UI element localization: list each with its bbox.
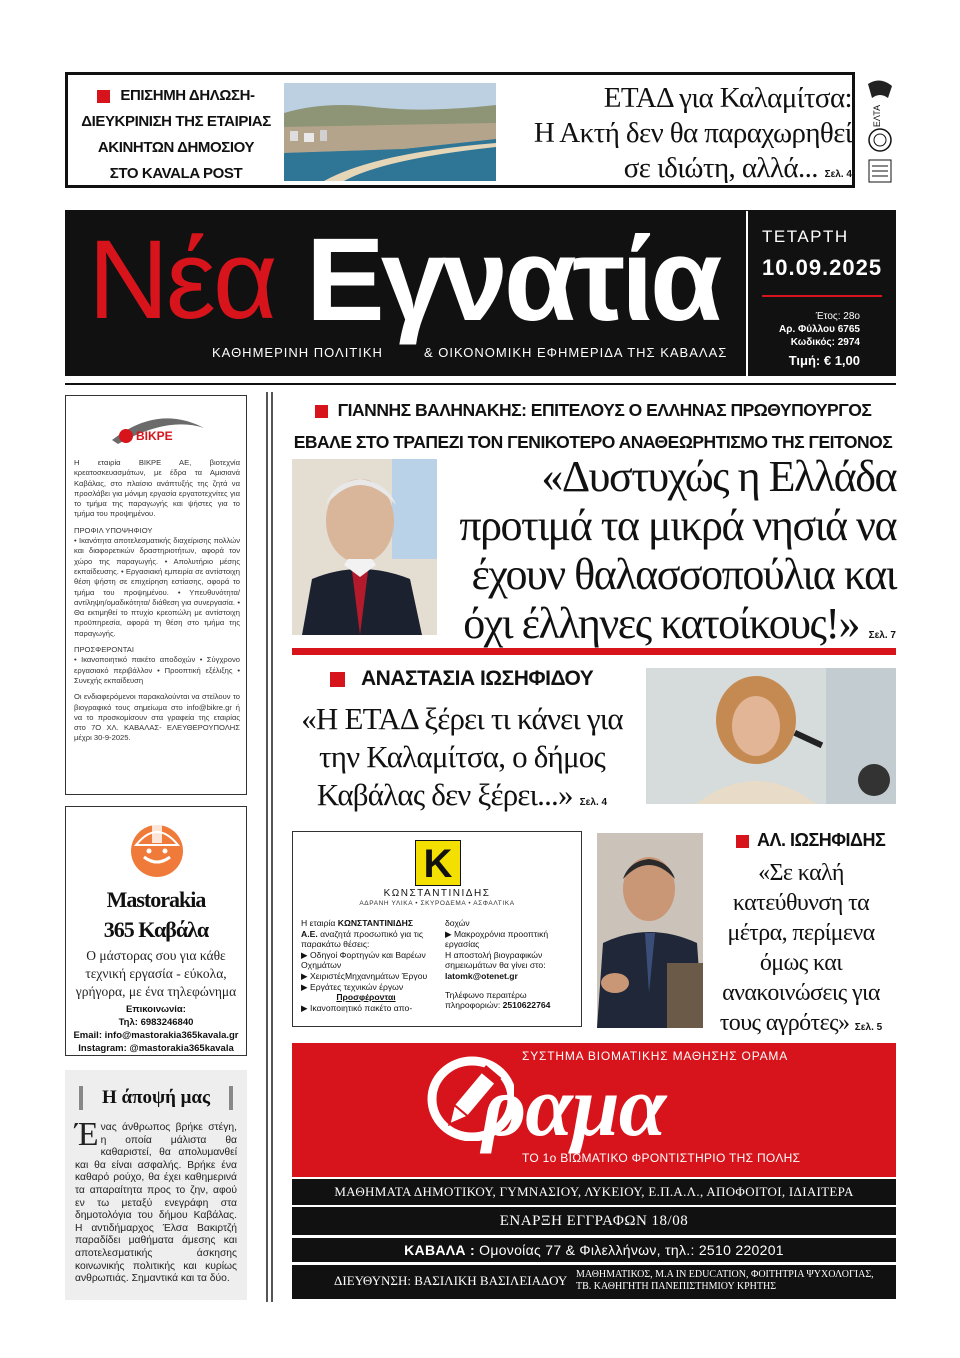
konstantinidis-column1 (301, 918, 431, 1013)
vikre-closing: Οι ενδιαφερόμενοι παρακαλούνται να στείλουν το βιογραφικό τους σημείωμα στο info@bikre.gr ή να το προσκομίσουν στα γραφεία της εταιρίας στο 7Ο ΧΛ. ΚΑΒΑΛΑΣ- ΕΛΕΥΘΕΡΟΥΠΟΛΗΣ μέχρι 30-9-2025. (74, 692, 240, 743)
mastorakia-description: Ο μάστορας σου για κάθε τεχνική εργασία - εύκολα, γρήγορα, με ένα τηλεφώνημα (75, 948, 237, 999)
ad-company: ΚΩΝΣΤΑΝΤΙΝΙΔΗΣ Α.Ε. (301, 918, 413, 939)
masthead-red-rule (762, 295, 882, 297)
teaser-headline-line: ΕΤΑΔ για Καλαμίτσα: (603, 82, 852, 114)
contact-email: Email: info@mastorakia365kavala.gr (73, 1030, 239, 1041)
opinion-title: Η άποψή μας (79, 1086, 233, 1110)
issue-code: Κωδικός: 2974 (790, 337, 860, 348)
vikre-offer: • Ικανοποιητικό πακέτο αποδοχών • Σύγχρονο εργασιακό περιβάλλον • Προοπτική εξέλιξης • Συνεχής εκπαίδευση (74, 655, 240, 685)
story2-headline-line: την Καλαμίτσα, ο δήμος (319, 739, 605, 774)
story2-headline-line: «Η ΕΤΑΔ ξέρει τι κάνει για (301, 701, 623, 736)
ad-offer-item: δοχών (445, 918, 470, 928)
story1-kicker-line: ΕΒΑΛΕ ΣΤΟ ΤΡΑΠΕΖΙ ΤΟΝ ΓΕΝΙΚΟΤΕΡΟ ΑΝΑΘΕΩΡΗΤΙΣΜΟ ΤΗΣ ΓΕΙΤΟΝΟΣ (293, 432, 893, 452)
ad-phone: 2510622764 (502, 1000, 551, 1011)
kalamitsa-beach-photo (284, 83, 496, 181)
orama-director-bar (292, 1265, 896, 1299)
story1-headline[interactable] (448, 452, 896, 660)
story2-headline-line: Καβάλας δεν ξέρει...» (316, 777, 573, 812)
vikre-logo-text: ΒΙΚΡΕ (136, 429, 173, 443)
opinion-drop-cap: Έ (75, 1116, 99, 1153)
ad-position: ▶ ΧειριστέςΜηχανημάτων Έργου (301, 970, 428, 981)
story2-kicker-text: ΑΝΑΣΤΑΣΙΑ ΙΩΣΗΦΙΔΟΥ (361, 667, 594, 690)
orama-address-bar (292, 1238, 896, 1262)
masthead-name-part1: Νέα (88, 217, 275, 342)
teaser-left-line: ΕΠΙΣΗΜΗ ΔΗΛΩΣΗ- (120, 87, 255, 104)
mastorakia-contact (66, 1003, 246, 1055)
story3-headline-line: μέτρα, περίμενα (727, 920, 875, 946)
opinion-body: νας άνθρωπος βρήκε στέγη, η οποία μάλιστα θα καθαριστεί, θα απολυμανθεί και θα είναι ασφαλής. Βρήκε ένα καθαρό ρούχο, θα έχει καθημερινά τα απαραίτητα προς το ζην, αφού εν τω μεταξύ ενεγράφη στα δημοτολόγια του δήμου Καβάλας. Η αντιδήμαρχος Έλσα Βακιρτζή παραδίδει μαθήματα άμεσης και αποτελεσματικής άσκησης κοινωνικής πολιτικής και κυρίως ανθρωπιάς. Σημαντικά και τα δύο. (75, 1122, 237, 1285)
opinion-box (65, 1070, 247, 1300)
page-reference: Σελ. 4 (824, 169, 852, 180)
page-reference: Σελ. 5 (854, 1022, 883, 1033)
vikre-logo (108, 410, 208, 452)
orama-credentials-line: ΤΒ. ΚΑΘΗΓΗΤΗ ΠΑΝΕΠΙΣΤΗΜΙΟΥ ΚΡΗΤΗΣ (576, 1281, 777, 1292)
opinion-text (75, 1116, 237, 1286)
story3-headline-line: «Σε καλή (758, 860, 844, 886)
story3-headline-line: όμως και (759, 950, 843, 976)
orama-city: ΚΑΒΑΛΑ : (404, 1242, 475, 1258)
mastorakia-title-line: 365 Καβάλα (103, 917, 209, 942)
ad-text: Τηλέφωνο περαιτέρω πληροφοριών: (445, 989, 527, 1011)
konstantinidis-logo: K (415, 840, 461, 886)
story3-headline-line: κατεύθυνση τα (732, 890, 870, 916)
ad-offer-title: Προσφέρονται (336, 992, 396, 1003)
konstantinidis-name: ΚΩΝΣΤΑΝΤΙΝΙΔΗΣ (383, 888, 491, 899)
story3-headline-line: τους αγρότες» (719, 1010, 850, 1036)
ad-text: αναζητά προσωπικό για τις παρακάτω θέσεις: (301, 928, 424, 950)
konstantinidis-subtitle: ΑΔΡΑΝΗ ΥΛΙΚΑ • ΣΚΥΡΟΔΕΜΑ • ΑΣΦΑΛΤΙΚΑ (359, 900, 515, 907)
red-square-icon (97, 90, 110, 103)
story1-headline-line: «Δυστυχώς η Ελλάδα (541, 452, 896, 501)
masthead (65, 210, 896, 376)
orama-ad[interactable] (292, 1043, 896, 1303)
teaser-headline-line: Η Ακτή δεν θα παραχωρηθεί (533, 117, 852, 149)
story1-kicker (293, 394, 893, 458)
red-square-icon (315, 405, 328, 418)
masthead-tagline-part1: ΚΑΘΗΜΕΡΙΝΗ ΠΟΛΙΤΙΚΗ (212, 345, 383, 360)
story3-headline[interactable] (706, 858, 896, 1043)
story1-kicker-line: ΓΙΑΝΝΗΣ ΒΑΛΗΝΑΚΗΣ: ΕΠΙΤΕΛΟΥΣ Ο ΕΛΛΗΝΑΣ ΠΡΩΘΥΠΟΥΡΓΟΣ (337, 400, 872, 420)
teaser-headline-line: σε ιδιώτη, αλλά... (623, 152, 818, 184)
ad-text: Η αποστολή βιογραφικών σημειωμάτων θα γίνει στο: (445, 949, 546, 971)
vikre-profile: • Ικανότητα αποτελεσματικής διαχείρισης πολλών και διαφορετικών δραστηριοτήτων, αφορά τον χώρο της παραγωγής. • Απολυτήριο μέσης εκπαίδευσης. • Εργασιακή εμπειρία σε αντίστοιχη θέση ψήστη σε επιχείρηση εστίασης, αφορά το τμήμα του προψημένου. • Υπευθυνότητα/ αντίληψη/ομαδικότητα/ διάθεση για συνεργασία. • Θα εκτιμηθεί το πτυχίο κρεοπώλη με αντίστοιχη προϋπηρεσία, αφορά τη θέση στο τμήμα της παραγωγής. (74, 536, 240, 638)
contact-label: Επικοινωνία: (126, 1004, 186, 1015)
top-teaser-left (76, 83, 276, 187)
column-divider (266, 392, 268, 1302)
vikre-profile-title: ΠΡΟΦΙΛ ΥΠΟΨΗΦΙΟΥ (74, 525, 153, 535)
konstantinidis-job-ad[interactable] (292, 831, 582, 1027)
stamp-label: ΕΛΤΑ (872, 104, 882, 128)
story3-headline-line: ανακοινώσεις για (722, 980, 880, 1006)
issue-day: ΤΕΤΑΡΤΗ (762, 227, 849, 246)
contact-phone: Τηλ: 6983246840 (118, 1017, 194, 1028)
orama-director: ΔΙΕΥΘΥΝΣΗ: ΒΑΣΙΛΙΚΗ ΒΑΣΙΛΕΙΑΔΟΥ (334, 1273, 568, 1288)
valinakis-photo (292, 459, 437, 635)
konstantinidis-column2 (445, 918, 575, 1011)
ad-text: Η εταιρία (301, 918, 338, 928)
orama-address: Ομονοίας 77 & Φιλελλήνων, τηλ.: 2510 220201 (474, 1242, 784, 1258)
teaser-left-line: ΑΚΙΝΗΤΩΝ ΔΗΜΟΣΙΟΥ (97, 139, 255, 156)
ad-email[interactable]: latomk@otenet.gr (445, 970, 518, 981)
ad-position: ▶ Οδηγοί Φορτηγών και Βαρέων Οχημάτων (301, 949, 426, 971)
ad-offer-item: ▶ Ικανοποιητικό πακέτο απο- (301, 1002, 413, 1013)
vikre-intro: Η εταιρία ΒΙΚΡΕ ΑΕ, βιοτεχνία κρεατοσκευασμάτων, με έδρα τα Αμισιανά Καβάλας, στο πλαίσιο ανάπτυξής της ζητά να προσλάβει για μόνιμη εργασία εργατοτεχνίτες για το τμήμα της παραγωγής και ψήστες για το τμήμα του προψημένου. (74, 458, 240, 519)
issue-date: 10.09.2025 (762, 255, 883, 280)
masthead-tagline-part2: & ΟΙΚΟΝΟΜΙΚΗ ΕΦΗΜΕΡΙΔΑ ΤΗΣ ΚΑΒΑΛΑΣ (424, 345, 728, 360)
iosifidou-photo (646, 668, 896, 804)
vikre-job-ad[interactable] (65, 395, 247, 795)
orama-credentials-line: ΜΑΘΗΜΑΤΙΚΟΣ, Μ.Α IN EDUCATION, ΦΟΙΤΗΤΡΙΑ ΨΥΧΟΛΟΓΙΑΣ, (576, 1269, 874, 1280)
story3-kicker (736, 830, 885, 851)
issue-year: Έτος: 28ο (815, 311, 860, 322)
mastorakia-logo-icon (124, 815, 190, 881)
page-reference: Σελ. 4 (579, 797, 608, 808)
top-teaser-box[interactable] (65, 72, 855, 188)
mastorakia-ad[interactable] (65, 806, 247, 1056)
orama-enrollment-bar: ΕΝΑΡΞΗ ΕΓΓΡΑΦΩΝ 18/08 (292, 1207, 896, 1235)
elta-postage-stamp (862, 76, 898, 186)
orama-top-line: ΣΥΣΤΗΜΑ ΒΙΟΜΑΤΙΚΗΣ ΜΑΘΗΣΗΣ ΟΡΑΜΑ (522, 1049, 789, 1063)
mastorakia-title (66, 885, 246, 945)
masthead-name-part2: Εγνατία (306, 214, 719, 346)
red-square-icon (736, 835, 749, 848)
column-divider (271, 392, 273, 1302)
story1-headline-line: προτιμά τα μικρά νησιά να (459, 501, 896, 550)
orama-logo-text: ραμα (482, 1058, 666, 1154)
orama-credentials (576, 1269, 874, 1293)
story1-headline-line: όχι έλληνες κατοίκους!» (463, 599, 860, 648)
iosifidis-photo (597, 833, 703, 1028)
story2-headline[interactable] (290, 700, 634, 822)
contact-instagram: Instagram: @mastorakia365kavala (78, 1043, 234, 1054)
story1-headline-line: έχουν θαλασσοπούλια και (471, 550, 896, 599)
red-square-icon (330, 672, 345, 687)
vikre-offer-title: ΠΡΟΣΦΕΡΟΝΤΑΙ (74, 645, 134, 655)
teaser-left-line: ΔΙΕΥΚΡΙΝΙΣΗ ΤΗΣ ΕΤΑΙΡΙΑΣ (81, 113, 271, 130)
section-rule (65, 383, 896, 385)
story1-red-rule (292, 648, 896, 655)
mastorakia-title-line: Mastorakia (106, 887, 206, 912)
vikre-ad-text (74, 458, 240, 750)
orama-subline: ΤΟ 1ο ΒΙΩΜΑΤΙΚΟ ΦΡΟΝΤΙΣΤΗΡΙΟ ΤΗΣ ΠΟΛΗΣ (522, 1151, 801, 1165)
page-reference: Σελ. 7 (868, 630, 896, 641)
issue-number: Αρ. Φύλλου 6765 (779, 324, 860, 335)
orama-courses-bar: ΜΑΘΗΜΑΤΑ ΔΗΜΟΤΙΚΟΥ, ΓΥΜΝΑΣΙΟΥ, ΛΥΚΕΙΟΥ, Ε.Π.Α.Λ., ΑΠΟΦΟΙΤΟΙ, ΙΔΙΑΙΤΕΡΑ (292, 1179, 896, 1205)
issue-price: Τιμή: € 1,00 (788, 353, 860, 368)
teaser-left-line: ΣΤΟ KAVALA POST (109, 165, 243, 182)
ad-position: ▶ Εργάτες τεχνικών έργων (301, 981, 404, 992)
ad-offer-item: ▶ Μακροχρόνια προοπτική εργασίας (445, 928, 549, 950)
story3-kicker-text: ΑΛ. ΙΩΣΗΦΙΔΗΣ (757, 830, 886, 850)
story2-kicker (330, 667, 593, 691)
top-teaser-headline (500, 81, 852, 192)
